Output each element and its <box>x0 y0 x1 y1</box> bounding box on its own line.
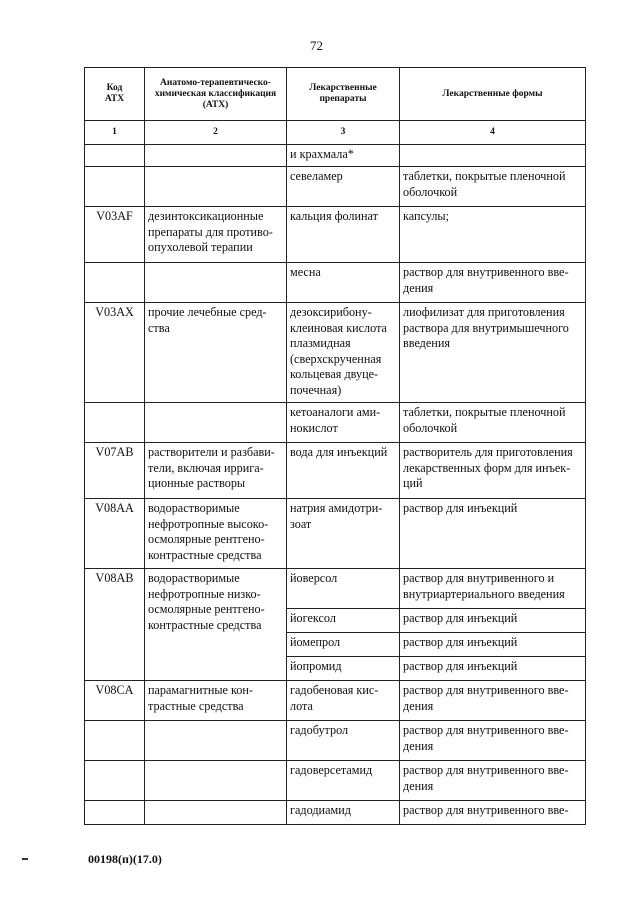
header-drugs: Лекарственные препараты <box>287 68 400 121</box>
atc-classification: парамагнитные кон-трастные средства <box>145 681 287 721</box>
drug-name: йогексол <box>287 609 400 633</box>
drug-name: йоверсол <box>287 569 400 609</box>
atc-classification <box>145 403 287 443</box>
atc-classification <box>145 145 287 167</box>
drug-name: гадоверсетамид <box>287 761 400 801</box>
table-row <box>85 761 586 801</box>
dosage-form: таблетки, покрытые пленочной оболочкой <box>400 167 586 207</box>
table-row <box>85 801 586 825</box>
header-classification: Анатомо-терапевтическо- химическая классификация (АТХ) <box>145 68 287 121</box>
header-forms: Лекарственные формы <box>400 68 586 121</box>
table-row <box>85 443 586 499</box>
drug-name: кальция фолинат <box>287 207 400 263</box>
atc-code <box>85 167 145 207</box>
dosage-form: капсулы; <box>400 207 586 263</box>
atc-classification <box>145 801 287 825</box>
table-row <box>85 721 586 761</box>
column-number: 1 <box>85 121 145 145</box>
drug-name: месна <box>287 263 400 303</box>
dosage-form: растворитель для приготовления лекарственных форм для инъек-ций <box>400 443 586 499</box>
header-code: Код АТХ <box>85 68 145 121</box>
table-row <box>85 167 586 207</box>
atc-classification <box>145 167 287 207</box>
column-number-row <box>85 121 586 145</box>
dosage-form <box>400 145 586 167</box>
atc-code: V03AX <box>85 303 145 403</box>
table-row <box>85 145 586 167</box>
dosage-form: раствор для инъекций <box>400 609 586 633</box>
table-row <box>85 681 586 721</box>
atc-classification: прочие лечебные сред-ства <box>145 303 287 403</box>
table-row <box>85 403 586 443</box>
atc-code <box>85 721 145 761</box>
drug-name: и крахмала* <box>287 145 400 167</box>
atc-classification <box>145 761 287 801</box>
drug-name: йомепрол <box>287 633 400 657</box>
atc-classification: дезинтоксикационные препараты для противо-опухолевой терапии <box>145 207 287 263</box>
dosage-form: раствор для внутривенного вве- <box>400 801 586 825</box>
atc-code: V07AB <box>85 443 145 499</box>
dosage-form: лиофилизат для приготовления раствора для внутримышечного введения <box>400 303 586 403</box>
atc-classification <box>145 263 287 303</box>
drug-name: натрия амидотри-зоат <box>287 499 400 569</box>
atc-classification: водорастворимые нефротропные низко-осмолярные рентгено-контрастные средства <box>145 569 287 681</box>
dosage-form: раствор для внутривенного вве-дения <box>400 721 586 761</box>
dosage-form: раствор для внутривенного вве-дения <box>400 263 586 303</box>
atc-code <box>85 403 145 443</box>
scan-mark <box>22 858 28 860</box>
atc-code <box>85 263 145 303</box>
drug-name: гадобутрол <box>287 721 400 761</box>
dosage-form: раствор для инъекций <box>400 499 586 569</box>
atc-code <box>85 801 145 825</box>
atc-classification: растворители и разбави-тели, включая ирригa-ционные растворы <box>145 443 287 499</box>
drug-name: йопромид <box>287 657 400 681</box>
atc-code: V08AA <box>85 499 145 569</box>
dosage-form: раствор для инъекций <box>400 657 586 681</box>
column-number: 3 <box>287 121 400 145</box>
dosage-form: раствор для инъекций <box>400 633 586 657</box>
dosage-form: раствор для внутривенного вве-дения <box>400 681 586 721</box>
atc-code: V08AB <box>85 569 145 681</box>
drug-name: дезоксирибону-клеиновая кислота плазмидная (сверхскрученная кольцевая двуце-почечная) <box>287 303 400 403</box>
table-row <box>85 569 586 609</box>
drug-name: гадодиамид <box>287 801 400 825</box>
drug-name: гадобеновая кис-лота <box>287 681 400 721</box>
atc-code <box>85 145 145 167</box>
dosage-form: раствор для внутривенного вве-дения <box>400 761 586 801</box>
dosage-form: раствор для внутривенного и внутриартериального введения <box>400 569 586 609</box>
drug-name: вода для инъекций <box>287 443 400 499</box>
document-footer-code: 00198(п)(17.0) <box>88 852 162 866</box>
atc-code <box>85 761 145 801</box>
drug-table <box>84 67 586 825</box>
table-row <box>85 263 586 303</box>
drug-name: кетоаналоги ами-нокислот <box>287 403 400 443</box>
page-number: 72 <box>310 38 323 53</box>
atc-classification: водорастворимые нефротропные высоко-осмолярные рентгено-контрастные средства <box>145 499 287 569</box>
drug-name: севеламер <box>287 167 400 207</box>
table-row <box>85 499 586 569</box>
atc-code: V08CA <box>85 681 145 721</box>
table-row <box>85 303 586 403</box>
atc-classification <box>145 721 287 761</box>
dosage-form: таблетки, покрытые пленочной оболочкой <box>400 403 586 443</box>
column-number: 4 <box>400 121 586 145</box>
atc-code: V03AF <box>85 207 145 263</box>
column-number: 2 <box>145 121 287 145</box>
table-header-row <box>85 68 586 121</box>
table-row <box>85 207 586 263</box>
